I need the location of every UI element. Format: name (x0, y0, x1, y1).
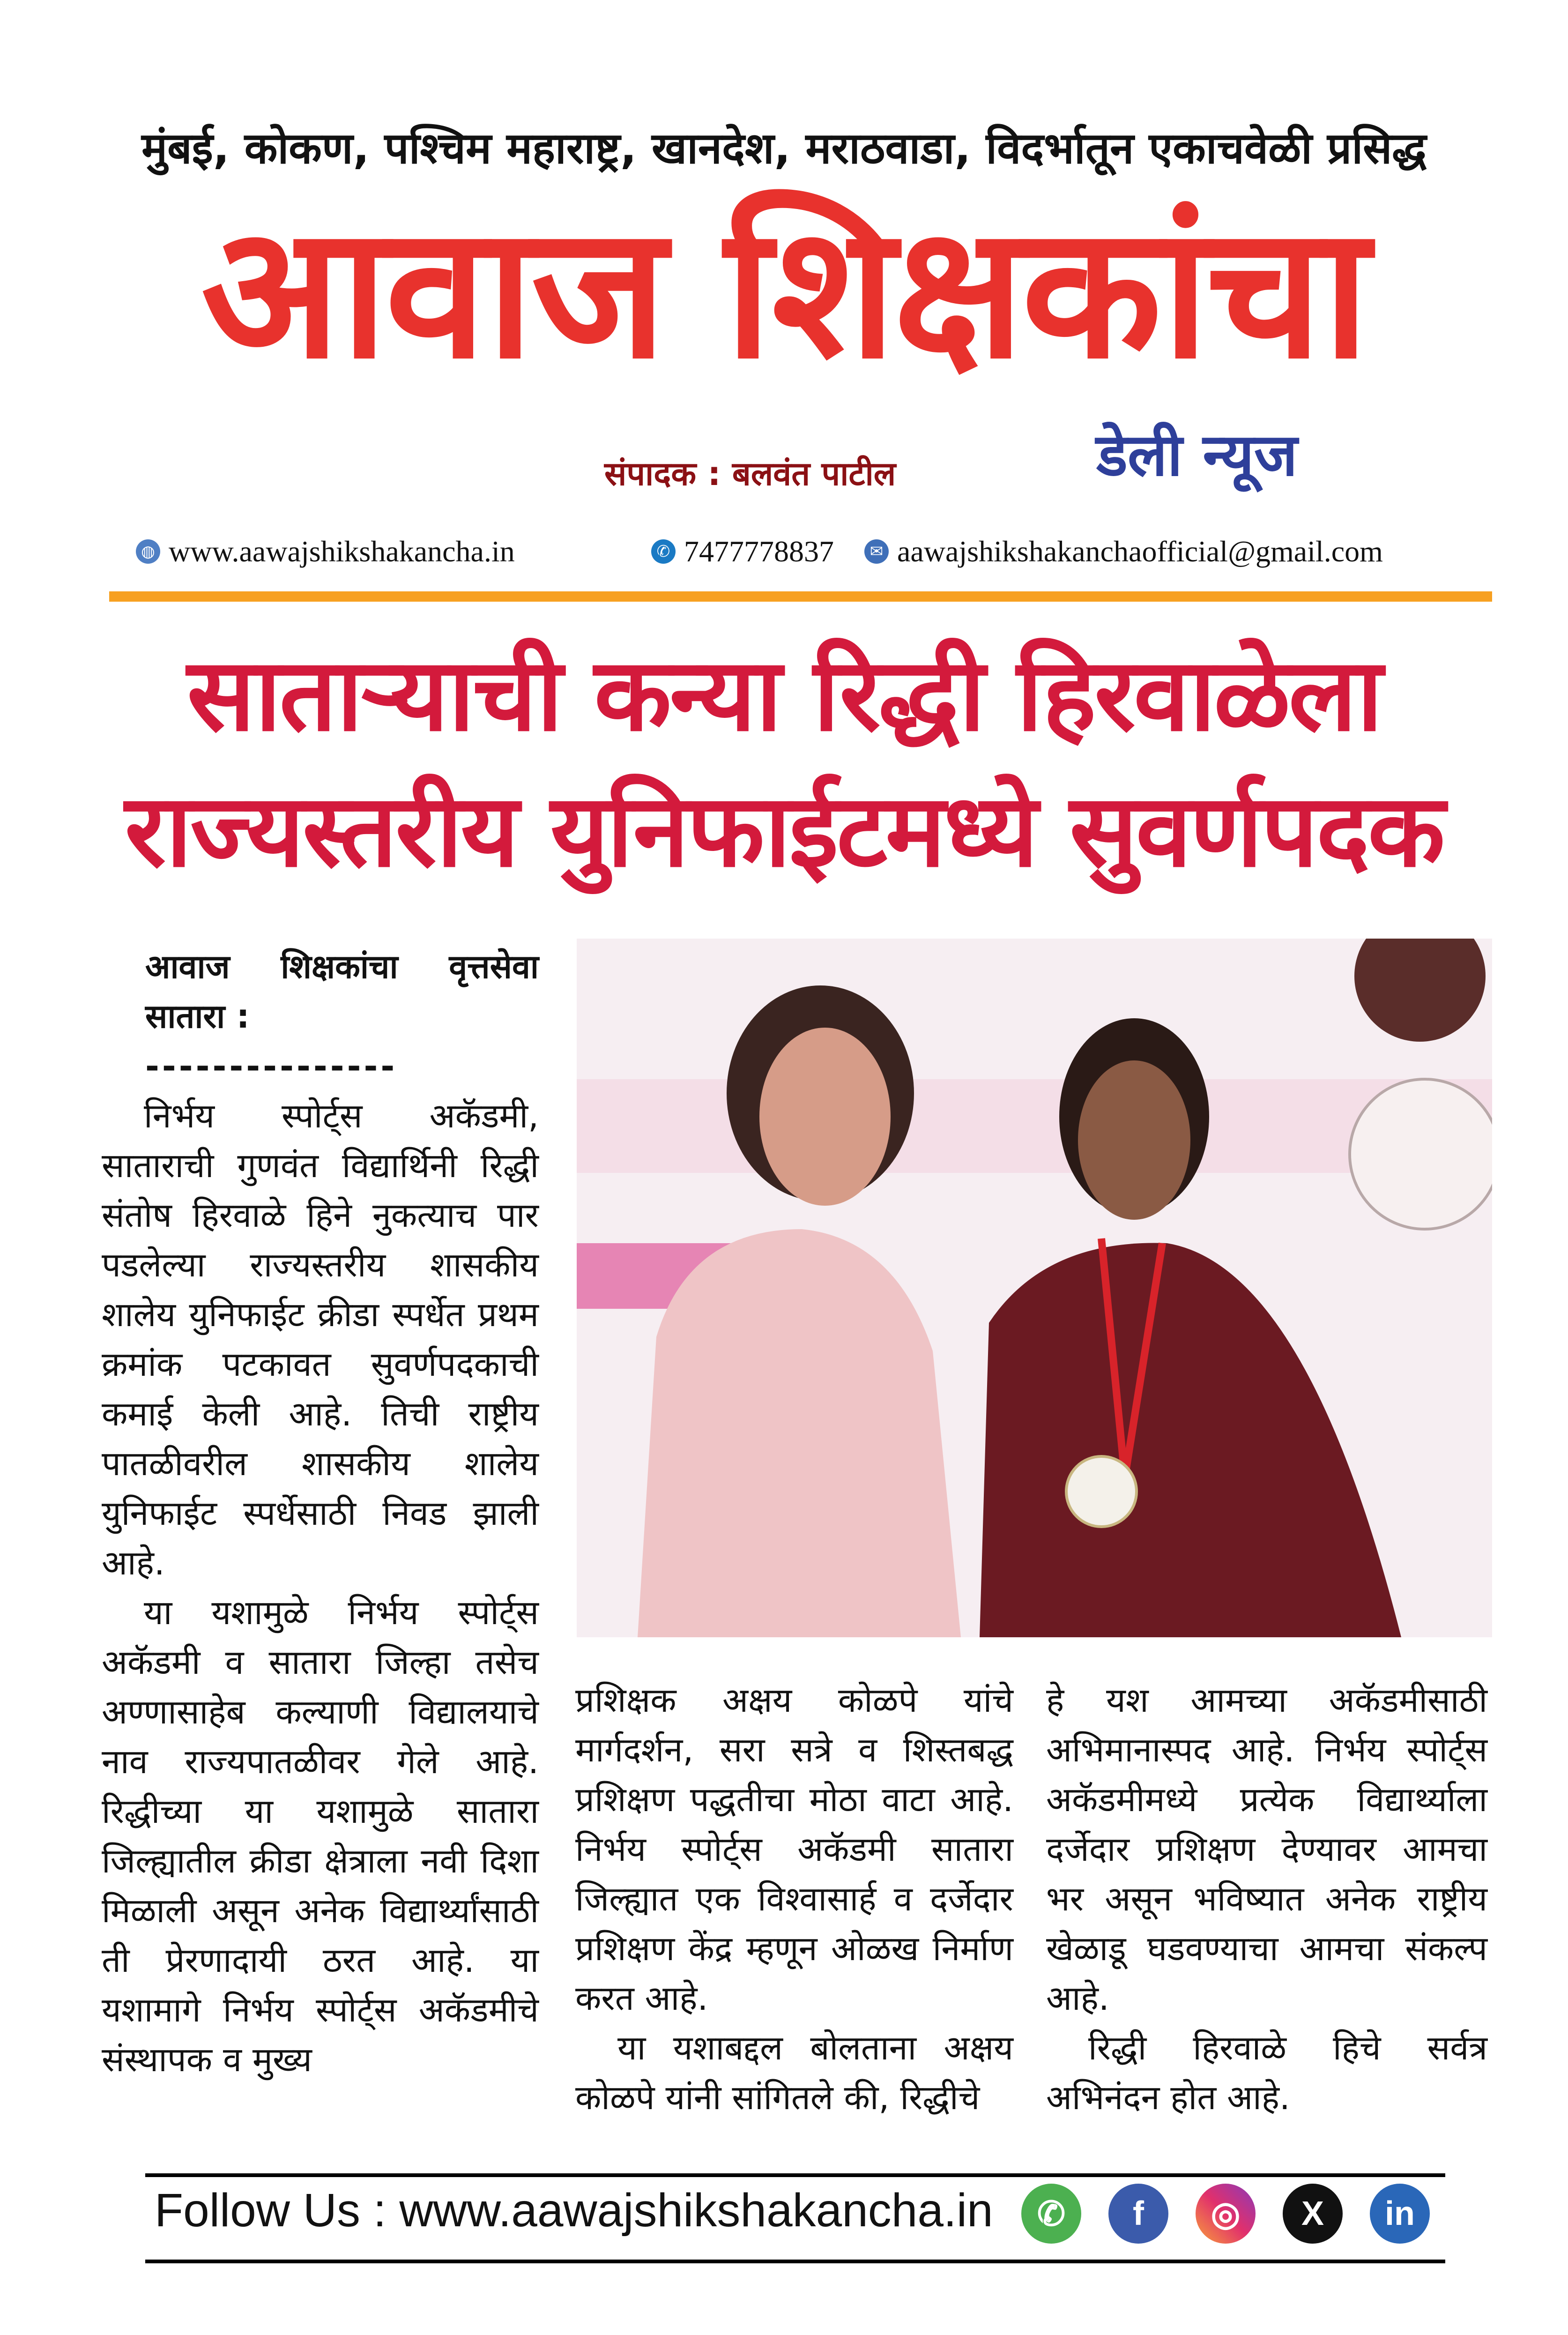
mail-icon: ✉ (864, 539, 889, 564)
headline-line-1: साताऱ्याची कन्या रिद्धी हिरवाळेला (187, 636, 1381, 753)
website-contact[interactable] (136, 534, 515, 569)
article-column-3 (1046, 1675, 1487, 2122)
tagline: मुंबई, कोकण, पश्चिम महाराष्ट्र, खानदेश, मराठवाडा, विदर्भातून एकाचवेळी प्रसिद्ध (141, 123, 1427, 173)
article-photo (577, 939, 1492, 1637)
phone-icon: ✆ (651, 539, 676, 564)
footer-bottom-rule (145, 2260, 1445, 2263)
globe-icon: ◍ (136, 539, 160, 564)
article-column-2 (575, 1675, 1013, 2122)
paragraph: रिद्धी हिरवाळे हिचे सर्वत्र अभिनंदन होत आहे. (1046, 2028, 1487, 2117)
paragraph: प्रशिक्षक अक्षय कोळपे यांचे मार्गदर्शन, सरा सत्रे व शिस्तबद्ध प्रशिक्षण पद्धतीचा मोठा वाटा आहे. निर्भय स्पोर्ट्स अकॅडमी सातारा जिल्ह्यात एक विश्वासार्ह व दर्जेदार प्रशिक्षण केंद्र म्हणून ओळख निर्माण करत आहे. (575, 1680, 1013, 2018)
follow-us-text[interactable]: Follow Us : www.aawajshikshakancha.in (155, 2184, 993, 2237)
headline-line-2: राज्यस्तरीय युनिफाईटमध्ये सुवर्णपदक (125, 772, 1443, 889)
header-divider (109, 591, 1492, 602)
paragraph: हे यश आमच्या अकॅडमीसाठी अभिमानास्पद आहे. निर्भय स्पोर्ट्स अकॅडमीमध्ये प्रत्येक विद्यार्थ्याला दर्जेदार प्रशिक्षण देण्यावर आमचा भर असून भविष्यात अनेक राष्ट्रीय खेळाडू घडवण्याचा आमचा संकल्प आहे. (1046, 1680, 1487, 2018)
masthead-logo: आवाज शिक्षकांचा (201, 186, 1367, 399)
footer-top-rule (145, 2173, 1445, 2177)
separator: --------------- (145, 1046, 398, 1086)
x-icon[interactable]: X (1283, 2184, 1343, 2244)
article-column-1 (102, 942, 539, 2084)
byline: आवाज शिक्षकांचा वृत्तसेवा सातारा : (145, 947, 539, 1036)
social-links (1021, 2184, 1430, 2244)
instagram-icon[interactable]: ◎ (1196, 2184, 1256, 2244)
paragraph: या यशाबद्दल बोलताना अक्षय कोळपे यांनी सांगितले की, रिद्धीचे (575, 2028, 1013, 2117)
paragraph: निर्भय स्पोर्ट्स अकॅडमी, साताराची गुणवंत विद्यार्थिनी रिद्धी संतोष हिरवाळे हिने नुकत्याच पार पडलेल्या राज्यस्तरीय शासकीय शालेय युनिफाईट क्रीडा स्पर्धेत प्रथम क्रमांक पटकावत सुवर्णपदकाची कमाई केली आहे. तिची राष्ट्रीय पातळीवरील शासकीय शालेय युनिफाईट स्पर्धेसाठी निवड झाली आहे. (102, 1096, 539, 1582)
whatsapp-icon[interactable]: ✆ (1021, 2184, 1081, 2244)
phone-number[interactable]: 7477778837 (684, 535, 834, 568)
editor-credit: संपादक : बलवंत पाटील (604, 455, 896, 493)
paragraph: या यशामुळे निर्भय स्पोर्ट्स अकॅडमी व सातारा जिल्हा तसेच अण्णासाहेब कल्याणी विद्यालयाचे नाव राज्यपातळीवर गेले आहे. रिद्धीच्या या यशामुळे सातारा जिल्ह्यातील क्रीडा क्षेत्राला नवी दिशा मिळाली असून अनेक विद्यार्थ्यांसाठी ती प्रेरणादायी ठरत आहे. या यशामागे निर्भय स्पोर्ट्स अकॅडमीचे संस्थापक व मुख्य (102, 1593, 539, 2079)
email-contact[interactable] (864, 534, 1383, 569)
edition-label: डेली न्यूज (1096, 421, 1298, 489)
website-link[interactable]: www.aawajshikshakancha.in (169, 535, 515, 568)
facebook-icon[interactable]: f (1108, 2184, 1168, 2244)
phone-contact[interactable] (651, 534, 834, 569)
email-address[interactable]: aawajshikshakanchaofficial@gmail.com (897, 535, 1383, 568)
linkedin-icon[interactable]: in (1370, 2184, 1430, 2244)
